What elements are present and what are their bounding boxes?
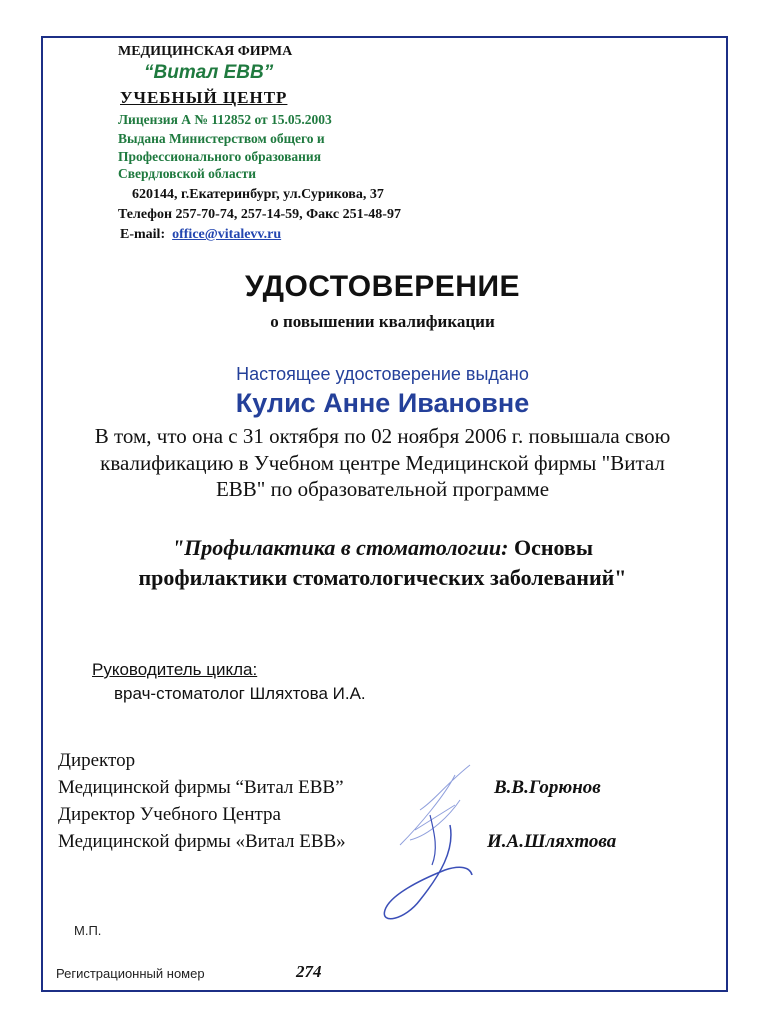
- director-line-1: Директор: [58, 750, 136, 771]
- firm-name: “Витал ЕВВ”: [144, 62, 274, 83]
- email-link[interactable]: office@vitalevv.ru: [172, 227, 282, 242]
- handwritten-signature-icon: [360, 755, 490, 935]
- license-line: Лицензия А № 112852 от 15.05.2003: [118, 112, 332, 127]
- center-director-name: И.А.Шляхтова: [487, 831, 617, 852]
- cycle-head-name: врач-стоматолог Шляхтова И.А.: [114, 684, 366, 703]
- email-label: E-mail:: [120, 227, 166, 242]
- program-title-rest: Основы: [508, 535, 594, 560]
- body-line-2: квалификацию в Учебном центре Медицинской фирмы "Витал: [100, 451, 665, 475]
- recipient-name: Кулис Анне Ивановне: [235, 388, 530, 418]
- registration-number: 274: [296, 962, 322, 981]
- body-line-1: В том, что она с 31 октября по 02 ноября 2006 г. повышала свою: [94, 424, 671, 448]
- email-row: [120, 227, 281, 243]
- director-name: В.В.Горюнов: [494, 777, 601, 798]
- phones: Телефон 257-70-74, 257-14-59, Факс 251-48-97: [118, 207, 401, 222]
- program-line-2: профилактики стоматологических заболеваний": [138, 565, 627, 590]
- company-type: МЕДИЦИНСКАЯ ФИРМА: [118, 44, 293, 59]
- program-title-italic: "Профилактика в стоматологии:: [171, 535, 509, 560]
- registration-label: Регистрационный номер: [56, 966, 205, 981]
- program-line-1: [0, 535, 765, 561]
- cycle-head-label: Руководитель цикла:: [92, 660, 258, 679]
- issued-line-2: Профессионального образования: [118, 149, 321, 164]
- training-center-title: УЧЕБНЫЙ ЦЕНТР: [120, 88, 288, 107]
- center-director-line-1: Директор Учебного Центра: [58, 804, 281, 825]
- certificate-subtitle: о повышении квалификации: [270, 312, 495, 331]
- issued-to-line: Настоящее удостоверение выдано: [236, 364, 529, 384]
- address: 620144, г.Екатеринбург, ул.Сурикова, 37: [132, 187, 384, 202]
- body-line-3: ЕВВ" по образовательной программе: [215, 477, 550, 501]
- director-line-2: Медицинской фирмы “Витал ЕВВ”: [58, 777, 344, 798]
- certificate-title: УДОСТОВЕРЕНИЕ: [244, 270, 521, 303]
- center-director-line-2: Медицинской фирмы «Витал ЕВВ»: [58, 831, 346, 852]
- stamp-place: М.П.: [74, 923, 102, 938]
- issued-line-3: Свердловской области: [118, 166, 257, 181]
- issued-line-1: Выдана Министерством общего и: [118, 131, 325, 146]
